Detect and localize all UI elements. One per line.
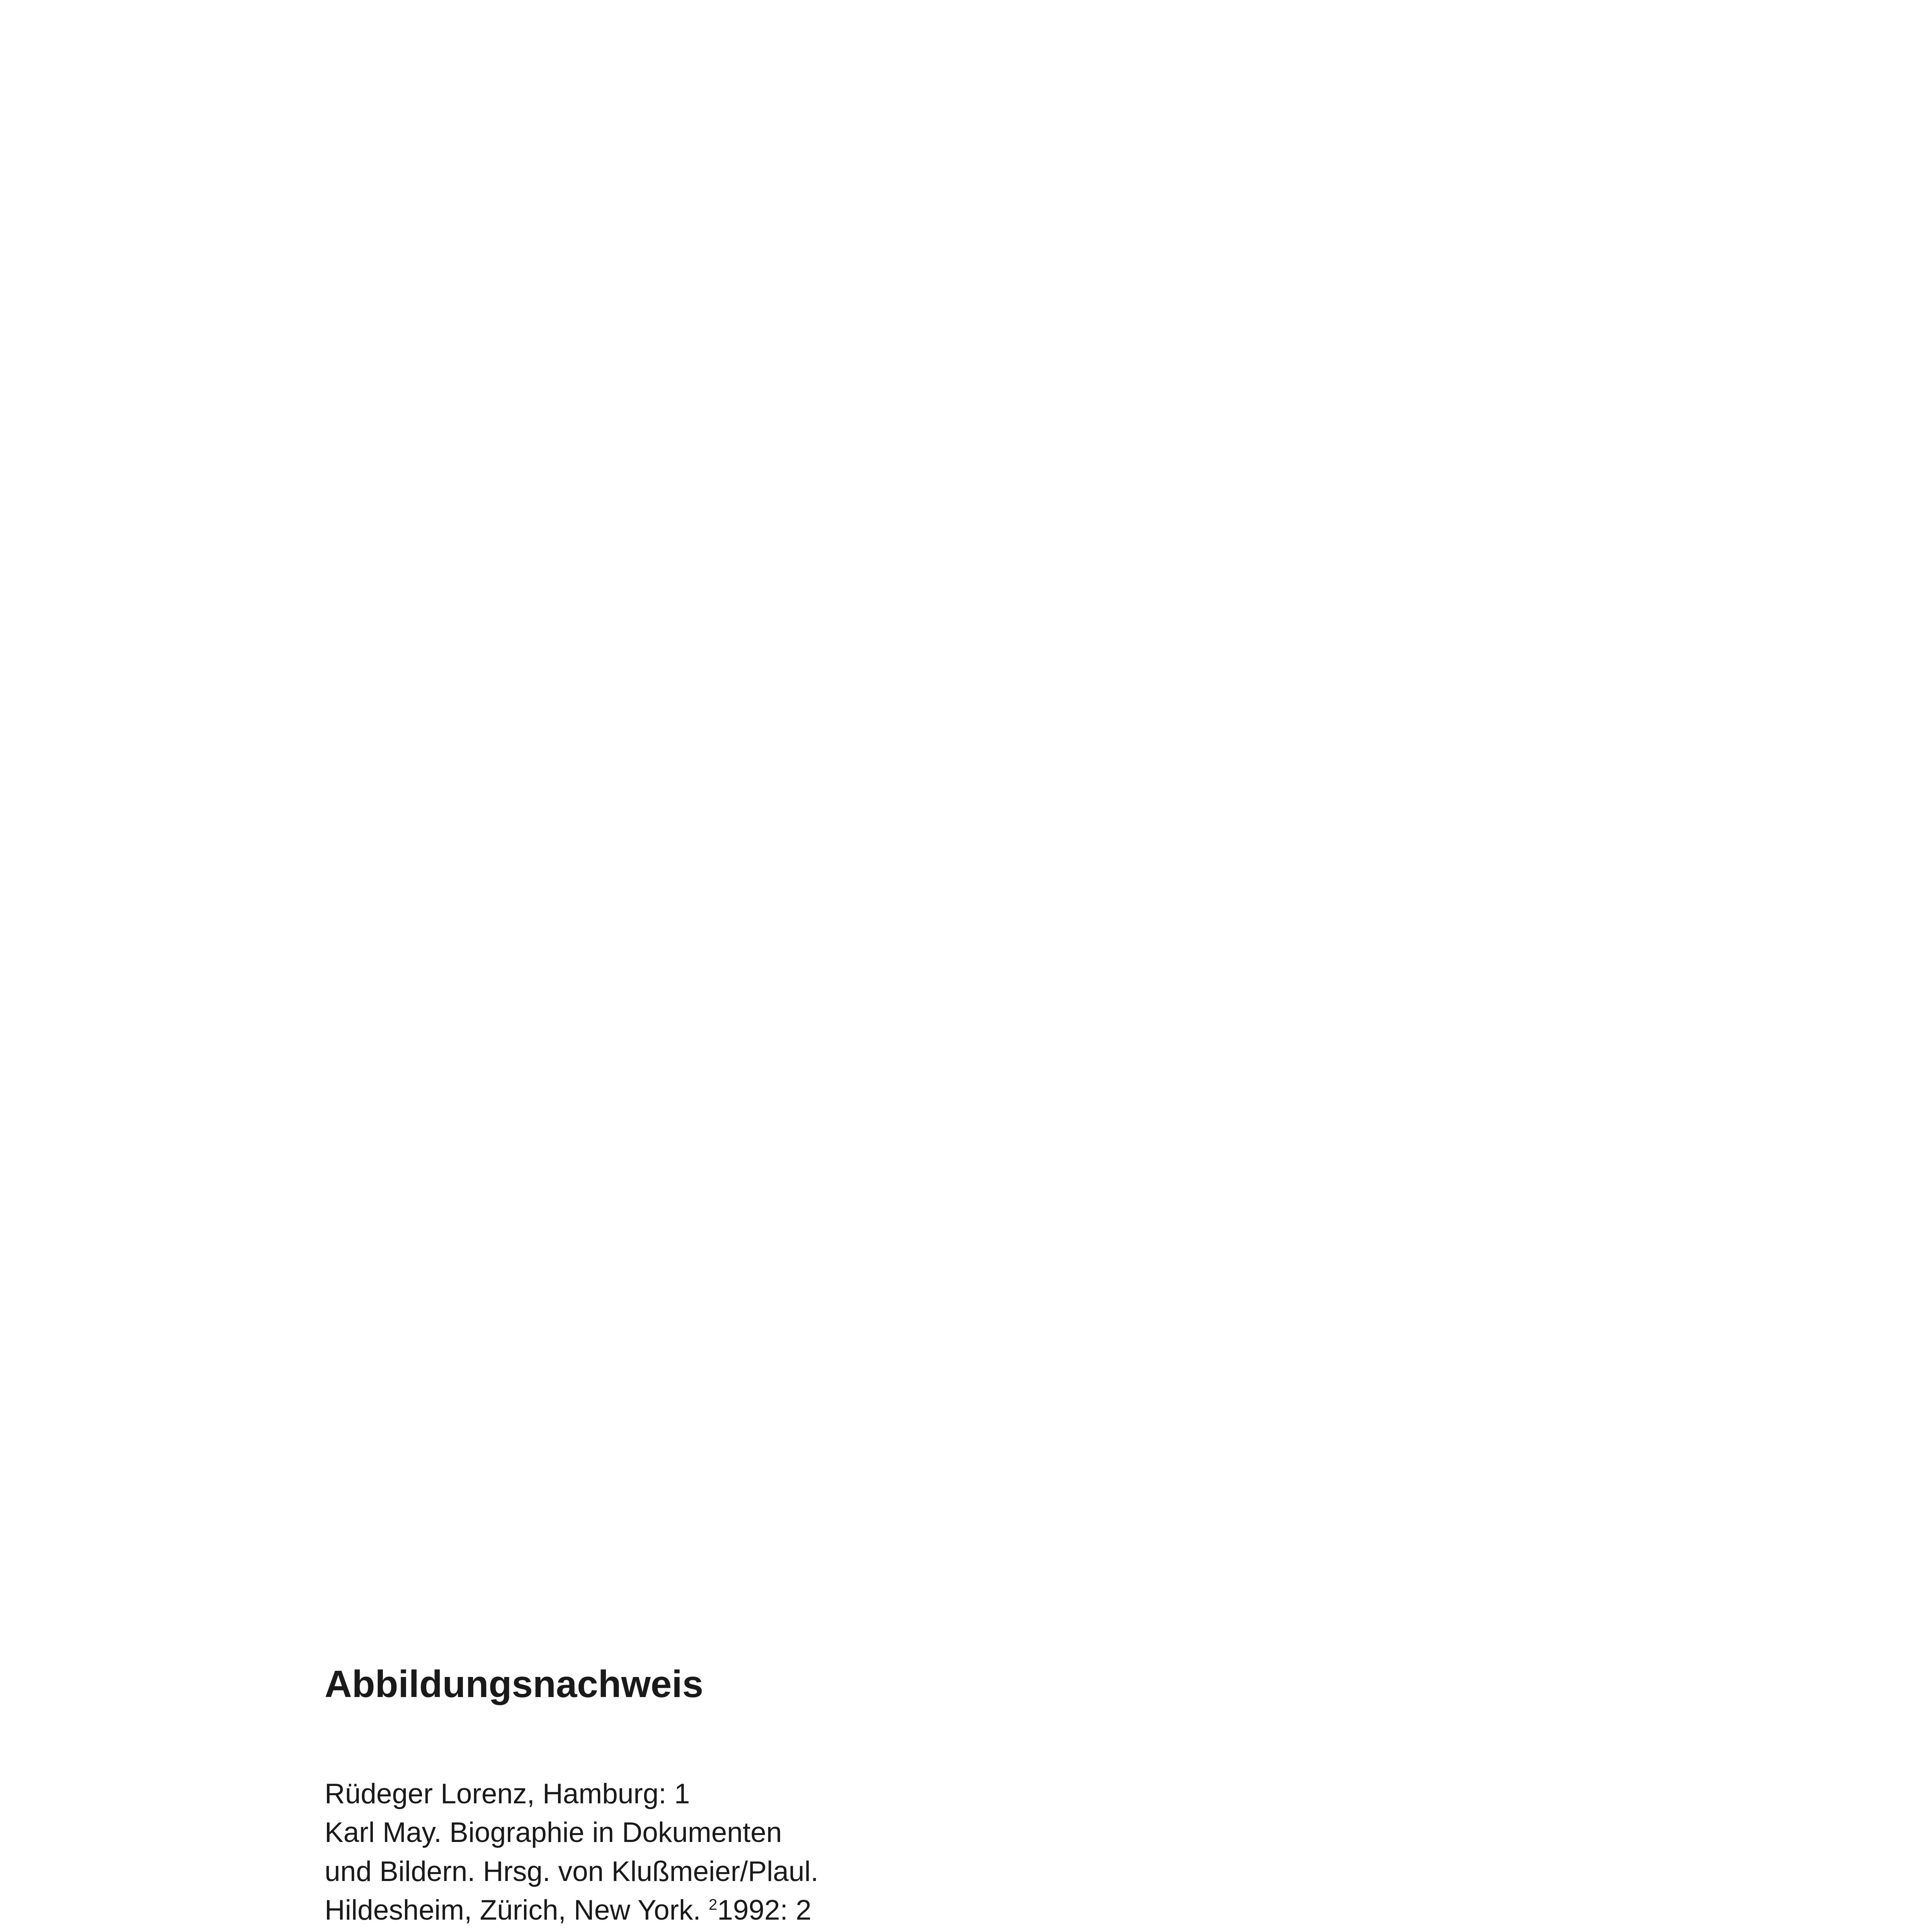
image-credits-section <box>325 1662 1793 1932</box>
section-title: Abbildungsnachweis <box>325 1663 704 1705</box>
edition-superscript: 2 <box>708 1896 718 1913</box>
credit-line <box>325 1891 1793 1930</box>
credit-line: und Bildern. Hrsg. von Klußmeier/Plaul. <box>325 1855 819 1887</box>
credit-line: Karl May. Biographie in Dokumenten <box>325 1817 782 1849</box>
credit-list <box>325 1775 1793 1932</box>
credit-line-text: Hildesheim, Zürich, New York. <box>325 1895 709 1926</box>
credit-line: Rüdeger Lorenz, Hamburg: 1 <box>325 1778 690 1810</box>
credit-line <box>325 1930 1793 1932</box>
credit-line-text: 1992: 2 <box>717 1895 811 1926</box>
